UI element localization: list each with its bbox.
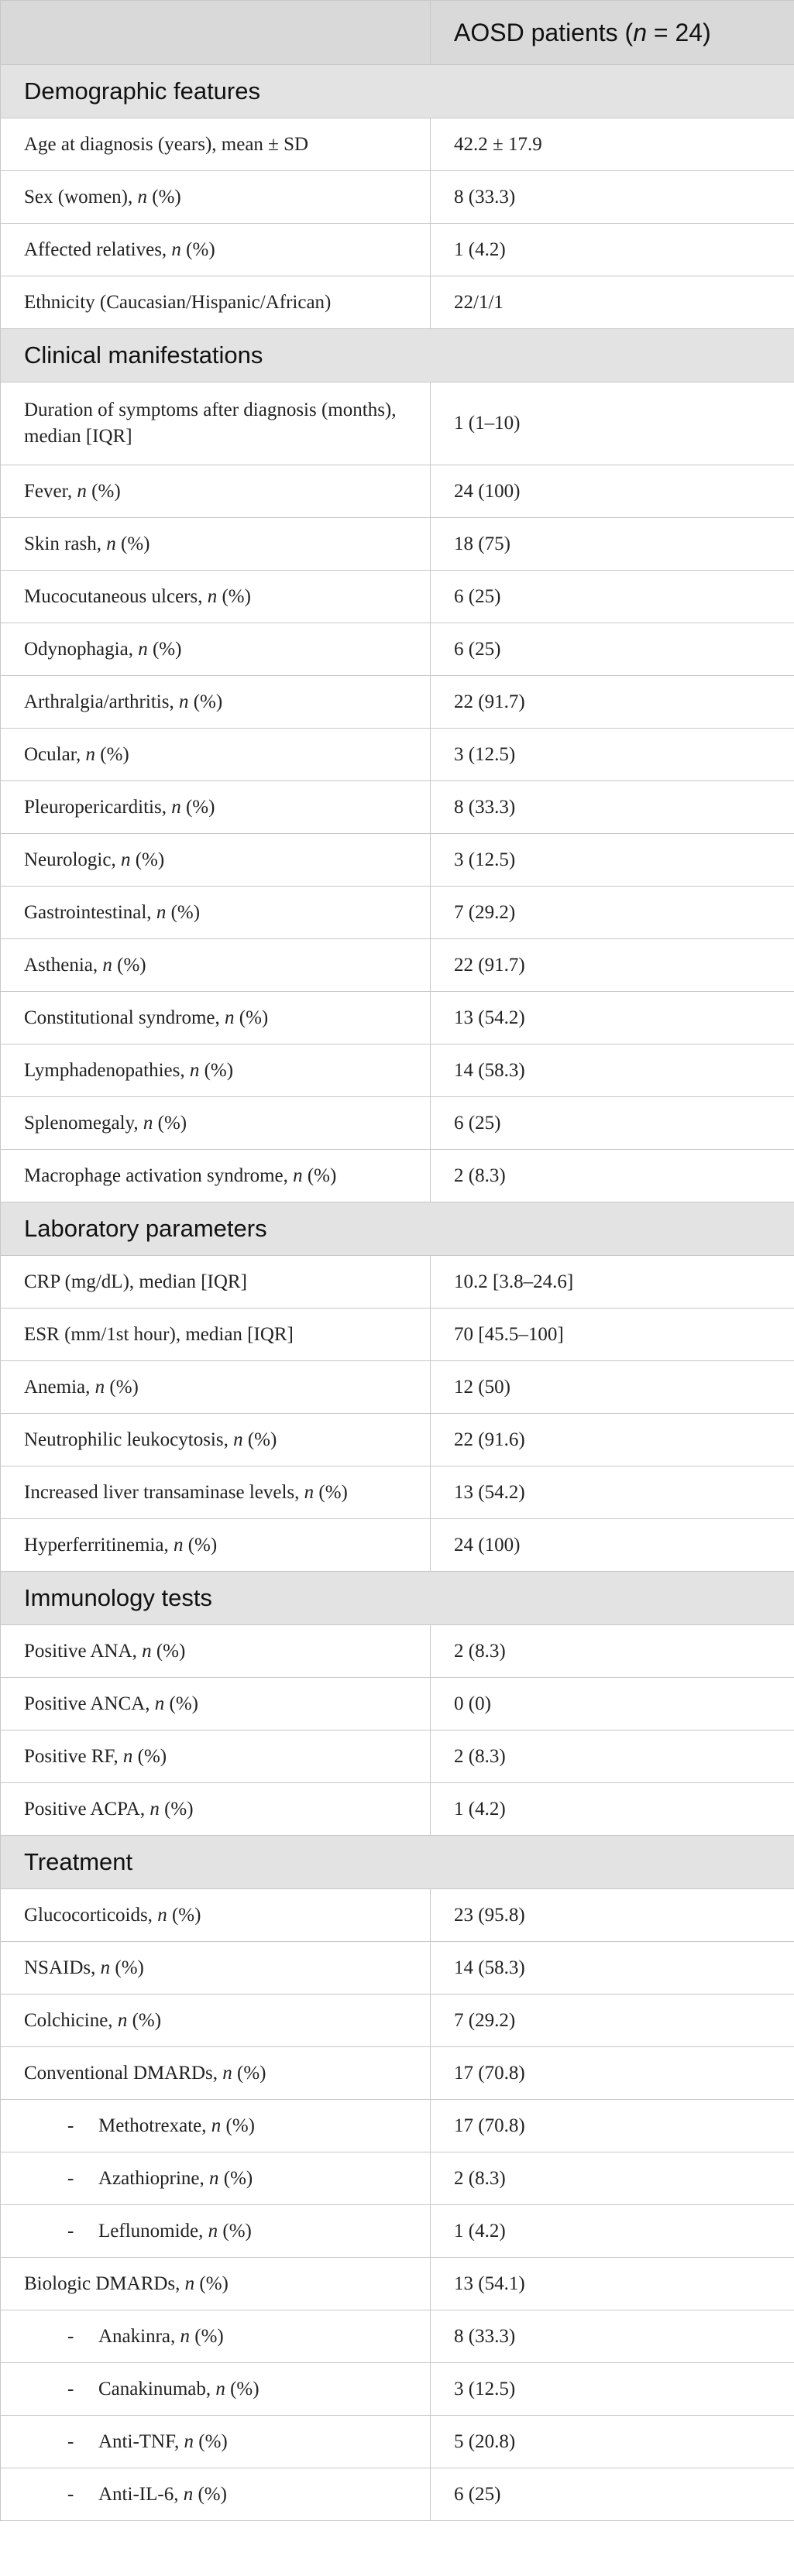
header-prefix: AOSD patients (	[454, 19, 634, 46]
label-text: NSAIDs,	[24, 1957, 101, 1978]
row-label	[1, 939, 431, 992]
row-label	[1, 1995, 431, 2047]
row-label	[1, 2310, 431, 2363]
row-value: 0 (0)	[431, 1678, 794, 1730]
row-label	[1, 2468, 431, 2521]
label-text: Glucocorticoids,	[24, 1904, 158, 1926]
bullet-dash: -	[67, 2483, 74, 2505]
label-n-italic: n	[100, 1957, 111, 1978]
row-value: 24 (100)	[431, 1519, 794, 1572]
label-unit: (%)	[314, 1481, 348, 1503]
table-row	[1, 1150, 794, 1202]
label-unit: (%)	[193, 2483, 227, 2505]
row-value: 1 (4.2)	[431, 2205, 794, 2258]
label-n-italic: n	[77, 480, 87, 502]
label-n-italic: n	[180, 2325, 191, 2347]
label-text: Positive ANA,	[24, 1640, 143, 1662]
section-title: Clinical manifestations	[1, 329, 794, 382]
row-label	[1, 2152, 431, 2205]
header-suffix: = 24)	[647, 19, 711, 46]
row-value: 6 (25)	[431, 2468, 794, 2521]
label-n-italic: n	[122, 1745, 133, 1767]
section-header-row	[1, 65, 794, 118]
label-n-italic: n	[304, 1481, 315, 1503]
table-row	[1, 1678, 794, 1730]
label-unit: (%)	[218, 2167, 253, 2189]
bullet-dash: -	[67, 2115, 74, 2136]
label-n-italic: n	[95, 1376, 105, 1398]
table-row	[1, 382, 794, 465]
label-unit: (%)	[234, 1007, 269, 1028]
row-value: 8 (33.3)	[431, 171, 794, 224]
row-label	[1, 2416, 431, 2468]
row-value: 3 (12.5)	[431, 729, 794, 781]
label-unit: (%)	[194, 2430, 228, 2452]
table-row	[1, 571, 794, 623]
row-value: 22 (91.7)	[431, 676, 794, 729]
label-text: Pleuropericarditis,	[24, 796, 172, 818]
row-value: 3 (12.5)	[431, 2363, 794, 2416]
table-row	[1, 1256, 794, 1309]
table-row	[1, 1044, 794, 1097]
table-row	[1, 465, 794, 518]
row-value: 2 (8.3)	[431, 2152, 794, 2205]
label-unit: (%)	[190, 2325, 224, 2347]
label-n-italic: n	[171, 238, 181, 260]
label-text: Neutrophilic leukocytosis,	[24, 1429, 234, 1450]
row-label	[1, 118, 431, 171]
label-n-italic: n	[222, 2062, 232, 2084]
label-n-italic: n	[225, 1007, 235, 1028]
row-label	[1, 676, 431, 729]
table-row	[1, 171, 794, 224]
label-unit: (%)	[218, 2220, 252, 2242]
label-unit: (%)	[153, 1112, 187, 1134]
label-text: Neurologic,	[24, 849, 121, 870]
label-n-italic: n	[156, 901, 167, 923]
label-unit: (%)	[232, 2062, 266, 2084]
label-unit: (%)	[180, 796, 215, 818]
row-label	[1, 224, 431, 276]
label-unit: (%)	[110, 1957, 144, 1978]
row-value: 1 (1–10)	[431, 382, 794, 465]
row-label	[1, 1519, 431, 1572]
label-n-italic: n	[106, 533, 116, 554]
label-n-italic: n	[293, 1165, 303, 1186]
row-label	[1, 781, 431, 834]
label-n-italic: n	[143, 1112, 153, 1134]
row-value: 1 (4.2)	[431, 1783, 794, 1836]
label-unit: (%)	[194, 2272, 229, 2294]
table-row	[1, 1466, 794, 1519]
table-row	[1, 1730, 794, 1783]
row-value: 7 (29.2)	[431, 887, 794, 939]
label-unit: (%)	[132, 1745, 167, 1767]
label-text: Biologic DMARDs,	[24, 2272, 185, 2294]
table-row	[1, 276, 794, 329]
label-n-italic: n	[102, 954, 112, 976]
label-unit: (%)	[151, 1640, 186, 1662]
label-n-italic: n	[120, 849, 131, 870]
row-label	[1, 1414, 431, 1466]
label-text: Positive ACPA,	[24, 1798, 150, 1820]
label-n-italic: n	[178, 691, 189, 712]
label-n-italic: n	[189, 1059, 200, 1081]
label-unit: (%)	[95, 743, 129, 765]
row-label	[1, 1942, 431, 1995]
section-header-row	[1, 1836, 794, 1889]
row-value: 22 (91.6)	[431, 1414, 794, 1466]
table-row	[1, 1942, 794, 1995]
label-unit: (%)	[112, 954, 146, 976]
row-label	[1, 887, 431, 939]
row-label	[1, 1309, 431, 1361]
row-label	[1, 1678, 431, 1730]
row-label	[1, 276, 431, 329]
label-text: Lymphadenopathies,	[24, 1059, 190, 1081]
label-text: Leflunomide,	[98, 2220, 208, 2242]
row-value: 14 (58.3)	[431, 1044, 794, 1097]
row-label	[1, 1466, 431, 1519]
bullet-dash: -	[67, 2430, 74, 2452]
row-label	[1, 834, 431, 887]
label-unit: (%)	[167, 1904, 201, 1926]
table-subrow	[1, 2468, 794, 2521]
header-n: n	[633, 19, 647, 46]
section-title: Immunology tests	[1, 1572, 794, 1625]
table-row	[1, 1097, 794, 1150]
table-row	[1, 834, 794, 887]
label-text: Macrophage activation syndrome,	[24, 1165, 294, 1186]
row-value: 1 (4.2)	[431, 224, 794, 276]
section-header-row	[1, 329, 794, 382]
label-unit: (%)	[183, 1534, 218, 1556]
label-unit: (%)	[242, 1429, 277, 1450]
table-row	[1, 1783, 794, 1836]
label-n-italic: n	[154, 1693, 165, 1714]
row-label	[1, 1044, 431, 1097]
table-row	[1, 1995, 794, 2047]
label-text: Odynophagia,	[24, 638, 139, 660]
row-value: 12 (50)	[431, 1361, 794, 1414]
label-text: Colchicine,	[24, 2009, 118, 2031]
label-text: Skin rash,	[24, 533, 107, 554]
table-row	[1, 781, 794, 834]
label-unit: (%)	[188, 691, 223, 712]
label-text: Anti-IL-6,	[98, 2483, 184, 2505]
row-label	[1, 382, 431, 465]
table-row	[1, 1519, 794, 1572]
row-label	[1, 171, 431, 224]
row-value: 8 (33.3)	[431, 781, 794, 834]
bullet-dash: -	[67, 2325, 74, 2347]
label-n-italic: n	[138, 638, 148, 660]
label-text: Hyperferritinemia,	[24, 1534, 174, 1556]
row-value: 8 (33.3)	[431, 2310, 794, 2363]
label-n-italic: n	[184, 2272, 195, 2294]
table-row	[1, 518, 794, 571]
label-text: Methotrexate,	[98, 2115, 211, 2136]
row-label	[1, 1361, 431, 1414]
row-label	[1, 571, 431, 623]
row-label	[1, 1783, 431, 1836]
label-text: Sex (women),	[24, 186, 138, 208]
table-row	[1, 676, 794, 729]
table-row	[1, 224, 794, 276]
table-row	[1, 729, 794, 781]
table-subrow	[1, 2416, 794, 2468]
label-unit: (%)	[166, 901, 201, 923]
label-text: Constitutional syndrome,	[24, 1007, 225, 1028]
table-subrow	[1, 2100, 794, 2152]
table-body	[1, 65, 794, 2521]
label-text: Splenomegaly,	[24, 1112, 143, 1134]
table-subrow	[1, 2205, 794, 2258]
table-row	[1, 1414, 794, 1466]
row-label	[1, 2100, 431, 2152]
label-unit: (%)	[147, 186, 181, 208]
label-n-italic: n	[171, 796, 181, 818]
header-cohort-cell	[431, 1, 794, 65]
label-n-italic: n	[233, 1429, 243, 1450]
label-unit: (%)	[302, 1165, 337, 1186]
row-label	[1, 2047, 431, 2100]
label-text: Mucocutaneous ulcers,	[24, 585, 208, 607]
table-subrow	[1, 2310, 794, 2363]
bullet-dash: -	[67, 2378, 74, 2399]
row-label	[1, 1625, 431, 1678]
row-value: 6 (25)	[431, 571, 794, 623]
row-value: 3 (12.5)	[431, 834, 794, 887]
table-row	[1, 1309, 794, 1361]
label-text: Duration of symptoms after diagnosis (months), median [IQR]	[24, 400, 397, 447]
label-text: Positive RF,	[24, 1745, 123, 1767]
label-n-italic: n	[209, 2167, 219, 2189]
table-row	[1, 887, 794, 939]
section-title: Demographic features	[1, 65, 794, 118]
row-value: 5 (20.8)	[431, 2416, 794, 2468]
label-unit: (%)	[159, 1798, 194, 1820]
row-value: 17 (70.8)	[431, 2100, 794, 2152]
row-label	[1, 729, 431, 781]
header-blank-cell	[1, 1, 431, 65]
table-row	[1, 1889, 794, 1942]
row-label	[1, 2363, 431, 2416]
bullet-dash: -	[67, 2167, 74, 2189]
section-title: Laboratory parameters	[1, 1202, 794, 1256]
row-value: 10.2 [3.8–24.6]	[431, 1256, 794, 1309]
label-n-italic: n	[137, 186, 147, 208]
label-n-italic: n	[173, 1534, 184, 1556]
row-value: 14 (58.3)	[431, 1942, 794, 1995]
label-unit: (%)	[221, 2115, 256, 2136]
row-label	[1, 2258, 431, 2310]
section-header-row	[1, 1572, 794, 1625]
section-title: Treatment	[1, 1836, 794, 1889]
label-text: Conventional DMARDs,	[24, 2062, 223, 2084]
row-label	[1, 1256, 431, 1309]
row-label	[1, 2205, 431, 2258]
label-text: Increased liver transaminase levels,	[24, 1481, 304, 1503]
label-text: Fever,	[24, 480, 77, 502]
table-subrow	[1, 2152, 794, 2205]
row-value: 6 (25)	[431, 623, 794, 676]
row-label	[1, 992, 431, 1044]
label-text: Positive ANCA,	[24, 1693, 155, 1714]
label-unit: (%)	[164, 1693, 199, 1714]
table-subrow	[1, 2363, 794, 2416]
label-n-italic: n	[215, 2378, 225, 2399]
label-n-italic: n	[208, 2220, 218, 2242]
row-value: 2 (8.3)	[431, 1730, 794, 1783]
label-unit: (%)	[225, 2378, 260, 2399]
label-text: Anemia,	[24, 1376, 95, 1398]
row-label	[1, 623, 431, 676]
row-value: 23 (95.8)	[431, 1889, 794, 1942]
bullet-dash: -	[67, 2220, 74, 2242]
row-value: 7 (29.2)	[431, 1995, 794, 2047]
row-label	[1, 465, 431, 518]
row-label	[1, 518, 431, 571]
label-text: Gastrointestinal,	[24, 901, 156, 923]
row-value: 13 (54.1)	[431, 2258, 794, 2310]
label-text: Age at diagnosis (years), mean ± SD	[24, 133, 309, 155]
row-value: 13 (54.2)	[431, 1466, 794, 1519]
table-row	[1, 623, 794, 676]
label-n-italic: n	[157, 1904, 167, 1926]
label-n-italic: n	[142, 1640, 152, 1662]
label-n-italic: n	[207, 585, 218, 607]
label-text: Ethnicity (Caucasian/Hispanic/African)	[24, 291, 332, 313]
label-unit: (%)	[115, 533, 150, 554]
label-n-italic: n	[184, 2430, 194, 2452]
label-text: Affected relatives,	[24, 238, 172, 260]
row-label	[1, 1097, 431, 1150]
row-value: 2 (8.3)	[431, 1150, 794, 1202]
row-value: 17 (70.8)	[431, 2047, 794, 2100]
table-row	[1, 1361, 794, 1414]
label-unit: (%)	[130, 849, 165, 870]
label-n-italic: n	[211, 2115, 222, 2136]
label-n-italic: n	[150, 1798, 160, 1820]
table-row	[1, 2047, 794, 2100]
label-text: Arthralgia/arthritis,	[24, 691, 179, 712]
row-value: 22 (91.7)	[431, 939, 794, 992]
label-text: Anakinra,	[98, 2325, 180, 2347]
table-row	[1, 118, 794, 171]
table-row	[1, 1625, 794, 1678]
row-value: 24 (100)	[431, 465, 794, 518]
row-value: 13 (54.2)	[431, 992, 794, 1044]
table-row	[1, 939, 794, 992]
label-unit: (%)	[199, 1059, 234, 1081]
label-n-italic: n	[183, 2483, 194, 2505]
label-unit: (%)	[180, 238, 215, 260]
row-label	[1, 1889, 431, 1942]
label-n-italic: n	[117, 2009, 128, 2031]
row-value: 18 (75)	[431, 518, 794, 571]
label-unit: (%)	[147, 638, 182, 660]
row-label	[1, 1150, 431, 1202]
label-unit: (%)	[105, 1376, 139, 1398]
row-label	[1, 1730, 431, 1783]
section-header-row	[1, 1202, 794, 1256]
row-value: 6 (25)	[431, 1097, 794, 1150]
label-text: Canakinumab,	[98, 2378, 216, 2399]
label-text: Azathioprine,	[98, 2167, 210, 2189]
label-unit: (%)	[127, 2009, 162, 2031]
label-text: ESR (mm/1st hour), median [IQR]	[24, 1323, 294, 1345]
row-value: 42.2 ± 17.9	[431, 118, 794, 171]
table-row	[1, 2258, 794, 2310]
row-value: 70 [45.5–100]	[431, 1309, 794, 1361]
table-row	[1, 992, 794, 1044]
row-value: 2 (8.3)	[431, 1625, 794, 1678]
label-text: Ocular,	[24, 743, 86, 765]
label-unit: (%)	[86, 480, 121, 502]
table-header-row	[1, 1, 794, 65]
label-text: Anti-TNF,	[98, 2430, 184, 2452]
label-text: Asthenia,	[24, 954, 103, 976]
label-text: CRP (mg/dL), median [IQR]	[24, 1271, 247, 1292]
row-value: 22/1/1	[431, 276, 794, 329]
label-n-italic: n	[85, 743, 96, 765]
label-unit: (%)	[217, 585, 251, 607]
